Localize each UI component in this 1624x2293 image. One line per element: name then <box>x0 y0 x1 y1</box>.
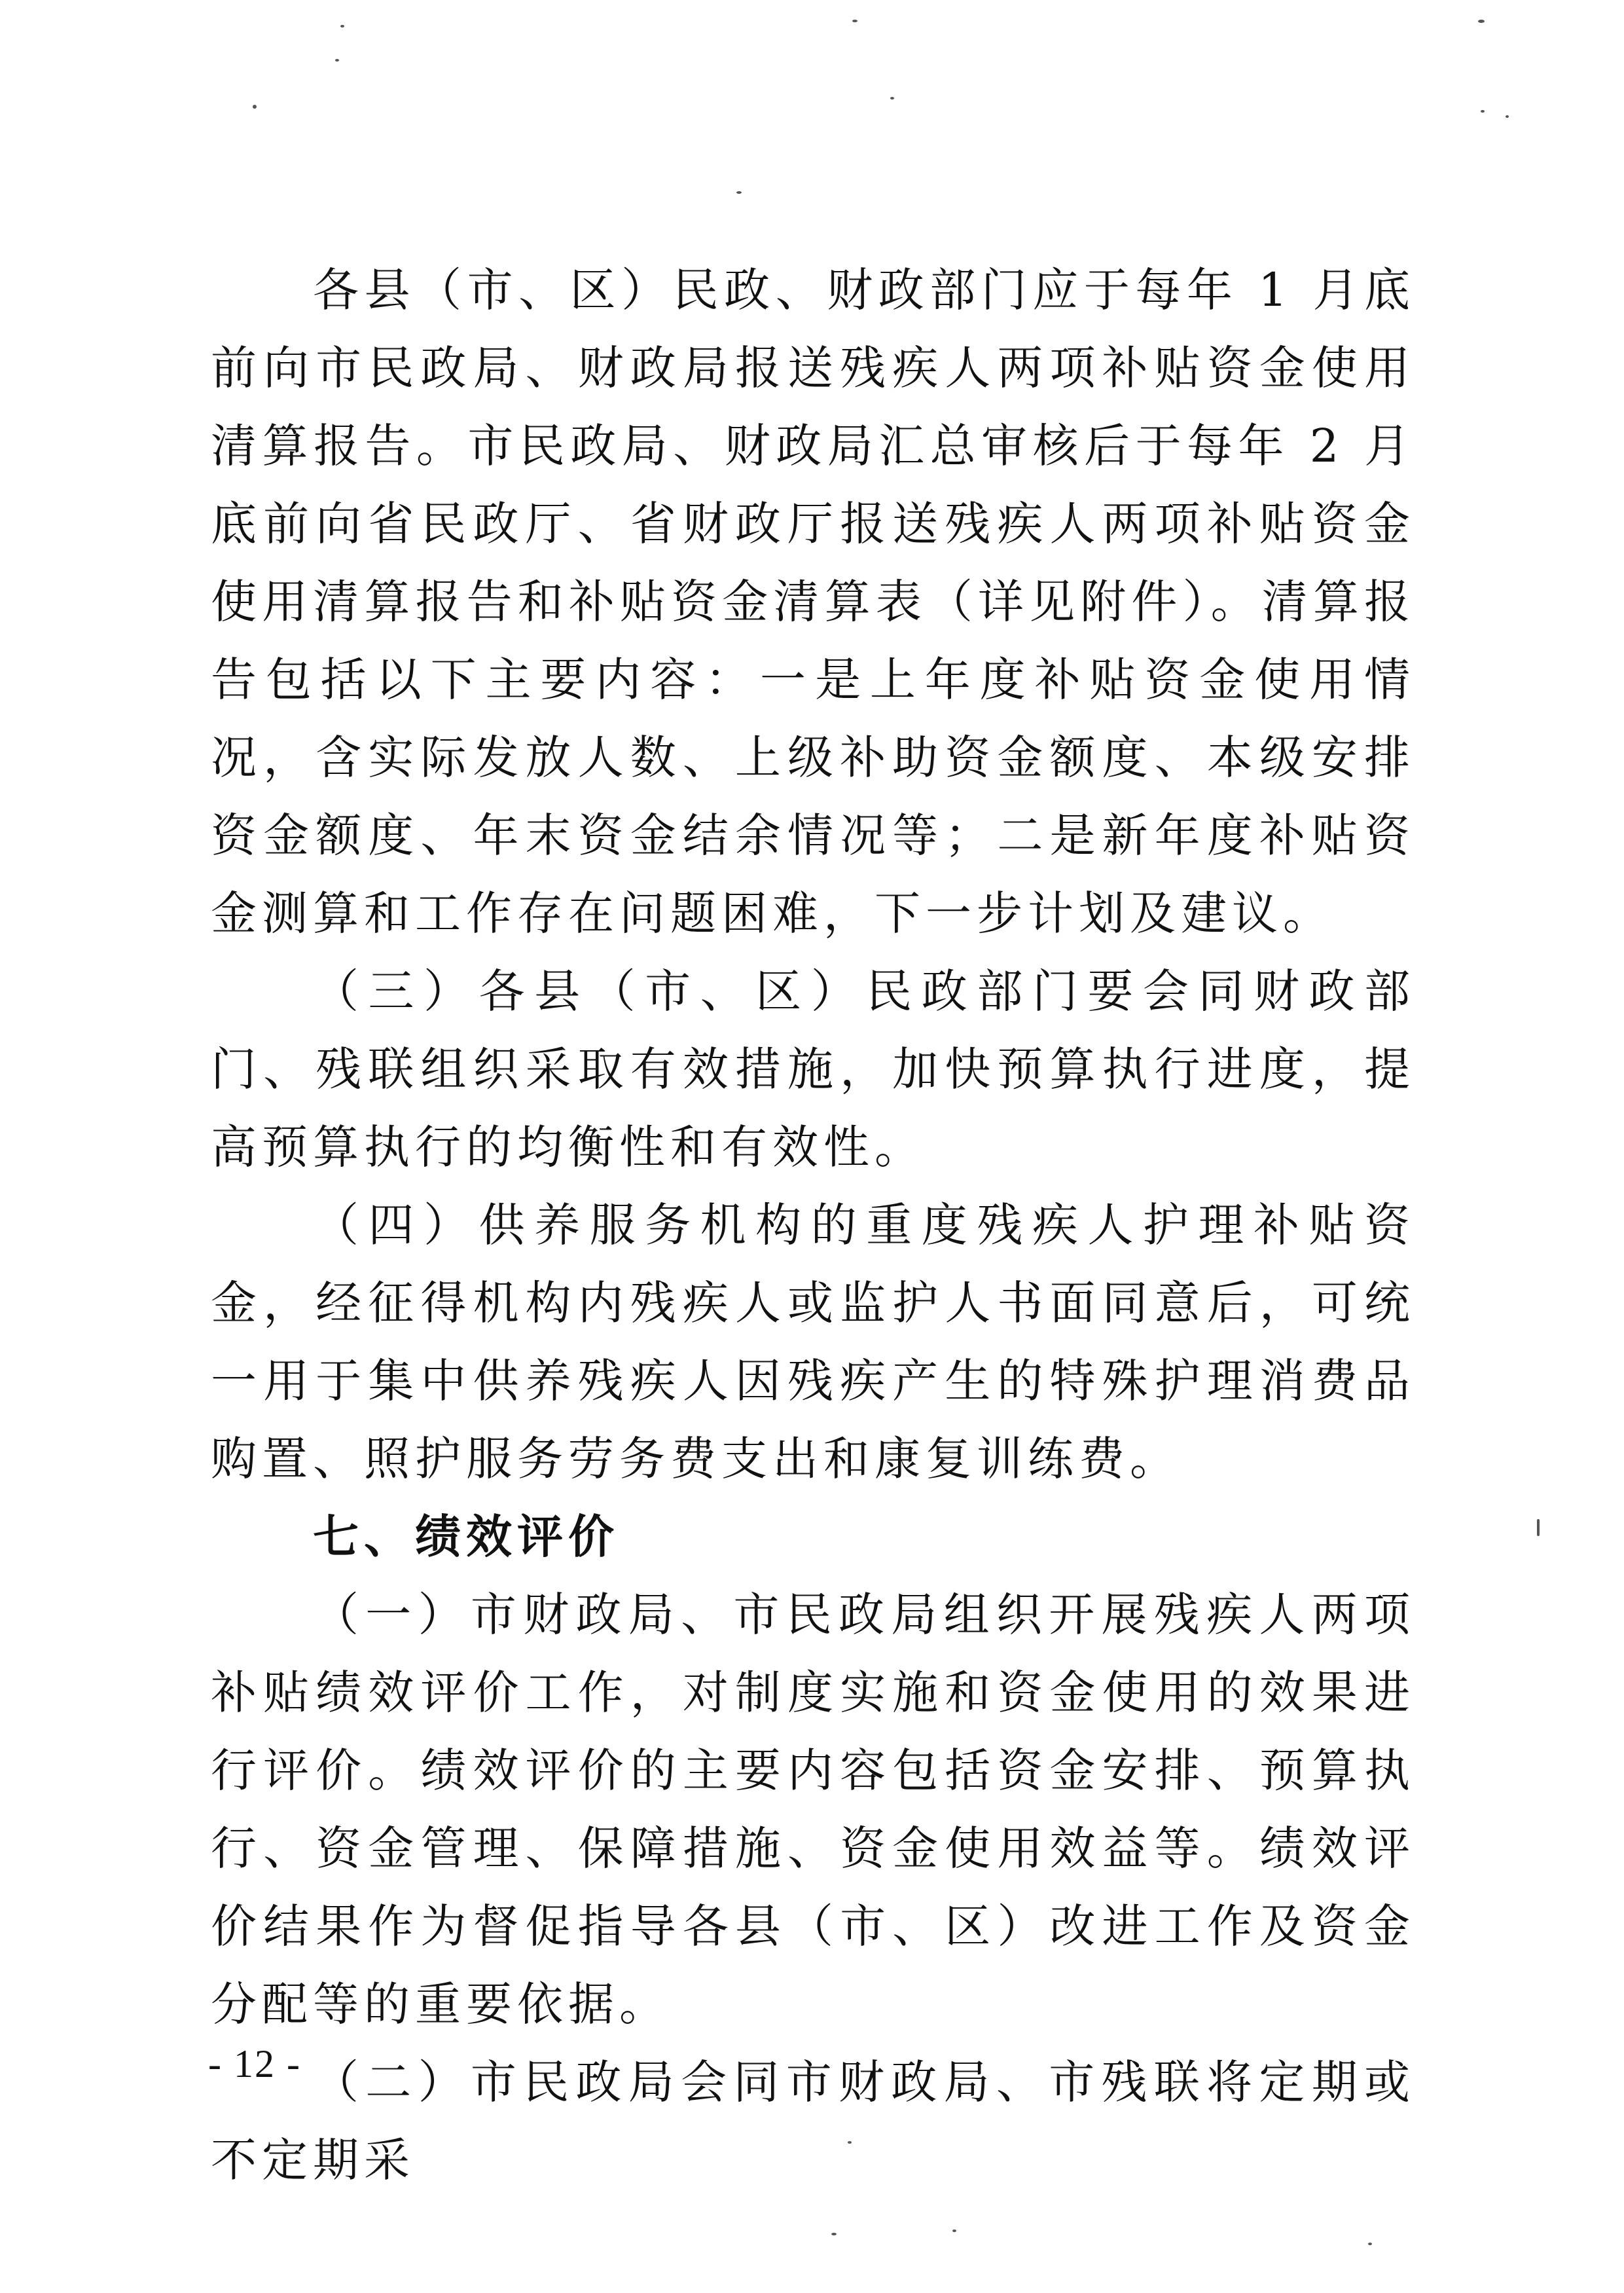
scan-speck <box>736 191 742 194</box>
scan-speck <box>1481 110 1485 113</box>
scan-speck <box>1368 2243 1372 2245</box>
paragraph-item-four: （四）供养服务机构的重度残疾人护理补贴资金，经征得机构内残疾人或监护人书面同意后，可统一用于集中供养残疾人因残疾产生的特殊护理消费品购置、照护服务劳务费支出和康复训练费。 <box>211 1198 1415 1486</box>
page-number: - 12 - <box>208 2042 301 2085</box>
scan-speck <box>852 20 857 22</box>
paragraph-evaluation-one: （一）市财政局、市民政局组织开展残疾人两项补贴绩效评价工作，对制度实施和资金使用的效果进行评价。绩效评价的主要内容包括资金安排、预算执行、资金管理、保障措施、资金使用效益等。绩效评价结果作为督促指导各县（市、区）改进工作及资金分配等的重要依据。 <box>211 1588 1415 2031</box>
scan-speck <box>1478 20 1485 23</box>
scan-speck <box>340 25 344 28</box>
scan-speck <box>1506 115 1509 118</box>
paragraph-item-three: （三）各县（市、区）民政部门要会同财政部门、残联组织采取有效措施，加快预算执行进度，提高预算执行的均衡性和有效性。 <box>211 964 1415 1174</box>
scan-speck <box>890 97 894 100</box>
section-heading: 七、绩效评价 <box>313 1510 619 1564</box>
scan-speck <box>335 59 339 62</box>
paragraph-settlement-report: 各县（市、区）民政、财政部门应于每年 1 月底前向市民政局、财政局报送残疾人两项补贴资金使用清算报告。市民政局、财政局汇总审核后于每年 2 月底前向省民政厅、省财政厅报送残疾人两项补贴资金使用清算报告和补贴资金清算表（详见附件）。清算报告包括以下主要内容：一是上年度补贴资金使用情况，含实际发放人数、上级补助资金额度、本级安排资金额度、年末资金结余情况等；二是新年度补贴资金测算和工作存在问题困难，下一步计划及建议。 <box>211 263 1415 940</box>
scan-speck <box>952 2229 956 2232</box>
body-text <box>211 251 1415 2199</box>
paragraph-evaluation-two: （二）市民政局会同市财政局、市残联将定期或不定期采 <box>211 2055 1415 2187</box>
scan-speck <box>1537 1519 1540 1536</box>
scan-speck <box>831 2233 837 2235</box>
scan-speck <box>253 105 257 109</box>
